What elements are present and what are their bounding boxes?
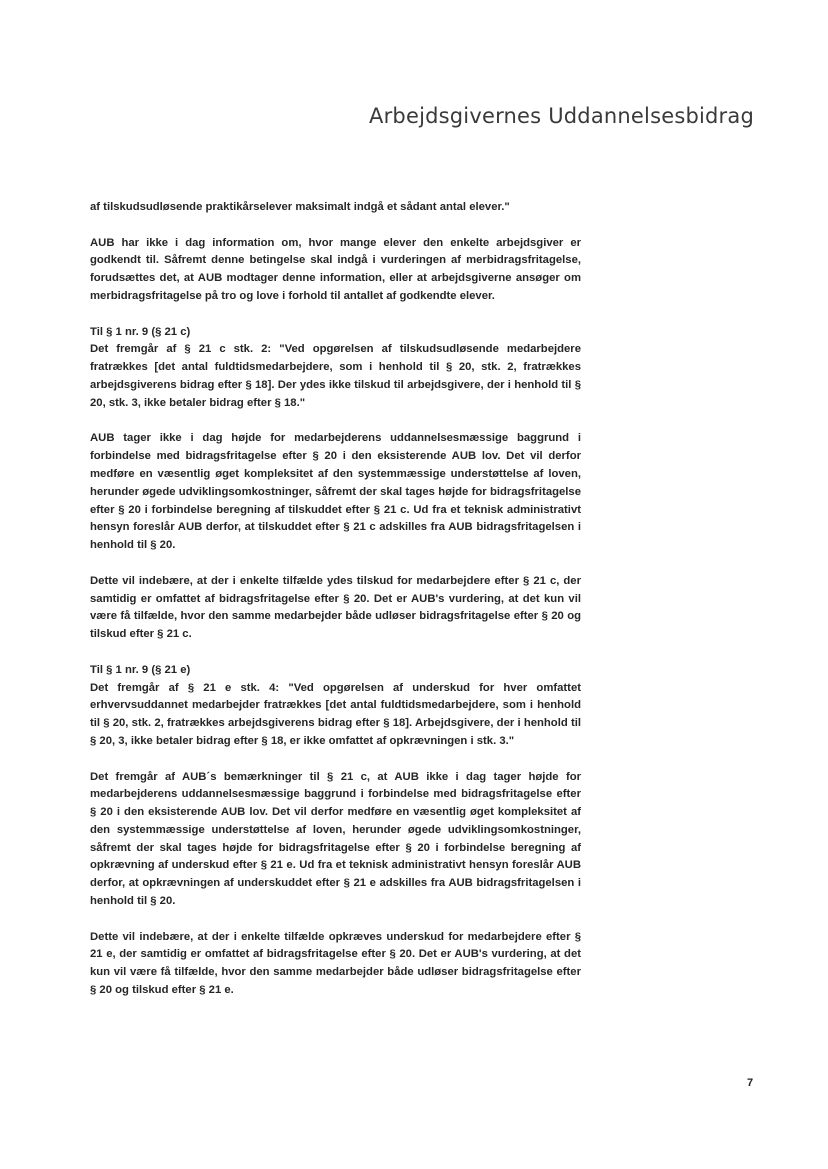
paragraph-aub-information: AUB har ikke i dag information om, hvor mange elever den enkelte arbejdsgiver er godkendt til. Såfremt denne betingelse skal indgå i vurderingen af merbidragsfritagelse, forudsættes det, at AUB modtager denne information, eller at arbejdsgiverne ansøger om merbidragsfritagelse på tro og love i forhold til antallet af godkendte elever.: [90, 236, 581, 302]
section-heading-21c: Til § 1 nr. 9 (§ 21 c): [90, 325, 191, 338]
paragraph-21c-quote: Det fremgår af § 21 c stk. 2: "Ved opgørelsen af tilskudsudløsende medarbejdere fratrækkes [det antal fuldtidsmedarbejdere, som i henhold til § 20, stk. 2, fratrækkes arbejdsgiverens bidrag efter § 18]. Der ydes ikke tilskud til arbejdsgivere, der i henhold til § 20, stk. 3, ikke betaler bidrag efter § 18.": [90, 343, 581, 409]
document-body: [90, 199, 581, 1000]
paragraph-21c-comment: AUB tager ikke i dag højde for medarbejderens uddannelsesmæssige baggrund i forbindelse med bidragsfritagelse efter § 20 i den eksisterende AUB lov. Det vil derfor medføre en væsentlig øget kompleksitet af den systemmæssige understøttelse af loven, herunder øgede udviklingsomkostninger, såfremt der skal tages højde for bidragsfritagelse efter § 20 i forbindelse beregning af tilskuddet efter § 21 c. Ud fra et teknisk administrativt hensyn foreslår AUB derfor, at tilskuddet efter § 21 c adskilles fra AUB bidragsfritagelsen i henhold til § 20.: [90, 432, 581, 552]
page-number: 7: [747, 1077, 754, 1089]
paragraph-21e-quote: Det fremgår af § 21 e stk. 4: "Ved opgørelsen af underskud for hver omfattet erhvervsuddannet medarbejder fratrækkes [det antal fuldtidsmedarbejdere, som i henhold til § 20, stk. 2, fratrækkes arbejdsgiverens bidrag efter § 18]. Arbejdsgivere, der i henhold til § 20, 3, ikke betaler bidrag efter § 18, er ikke omfattet af opkrævningen i stk. 3.": [90, 681, 581, 747]
paragraph-21e-comment: Det fremgår af AUB´s bemærkninger til § 21 c, at AUB ikke i dag tager højde for medarbejderens uddannelsesmæssige baggrund i forbindelse med bidragsfritagelse efter § 20 i den eksisterende AUB lov. Det vil derfor medføre en væsentlig øget kompleksitet af den systemmæssige understøttelse af loven, herunder øgede udviklingsomkostninger, såfremt der skal tages højde for bidragsfritagelse efter § 20 i forbindelse beregning af opkrævning af underskud efter § 21 e. Ud fra et teknisk administrativt hensyn foreslår AUB derfor, at opkrævningen af underskuddet efter § 21 e adskilles fra AUB bidragsfritagelsen i henhold til § 20.: [90, 770, 581, 908]
paragraph-21e-consequence: Dette vil indebære, at der i enkelte tilfælde opkræves underskud for medarbejdere efter § 21 e, der samtidig er omfattet af bidragsfritagelse efter § 20. Det er AUB's vurdering, at det kun vil være få tilfælde, hvor den samme medarbejder både udløser bidragsfritagelse efter § 20 og tilskud efter § 21 e.: [90, 930, 581, 997]
document-header-title: Arbejdsgivernes Uddannelsesbidrag: [369, 104, 754, 128]
paragraph-21c-consequence: Dette vil indebære, at der i enkelte tilfælde ydes tilskud for medarbejdere efter § 21 c, der samtidig er omfattet af bidragsfritagelse efter § 20. Det er AUB's vurdering, at det kun vil være få tilfælde, hvor den samme medarbejder både udløser bidragsfritagelse efter § 20 og tilskud efter § 21 c.: [90, 574, 581, 641]
section-heading-21e: Til § 1 nr. 9 (§ 21 e): [90, 663, 191, 676]
paragraph-continuation: af tilskudsudløsende praktikårselever maksimalt indgå et sådant antal elever.": [90, 201, 510, 213]
